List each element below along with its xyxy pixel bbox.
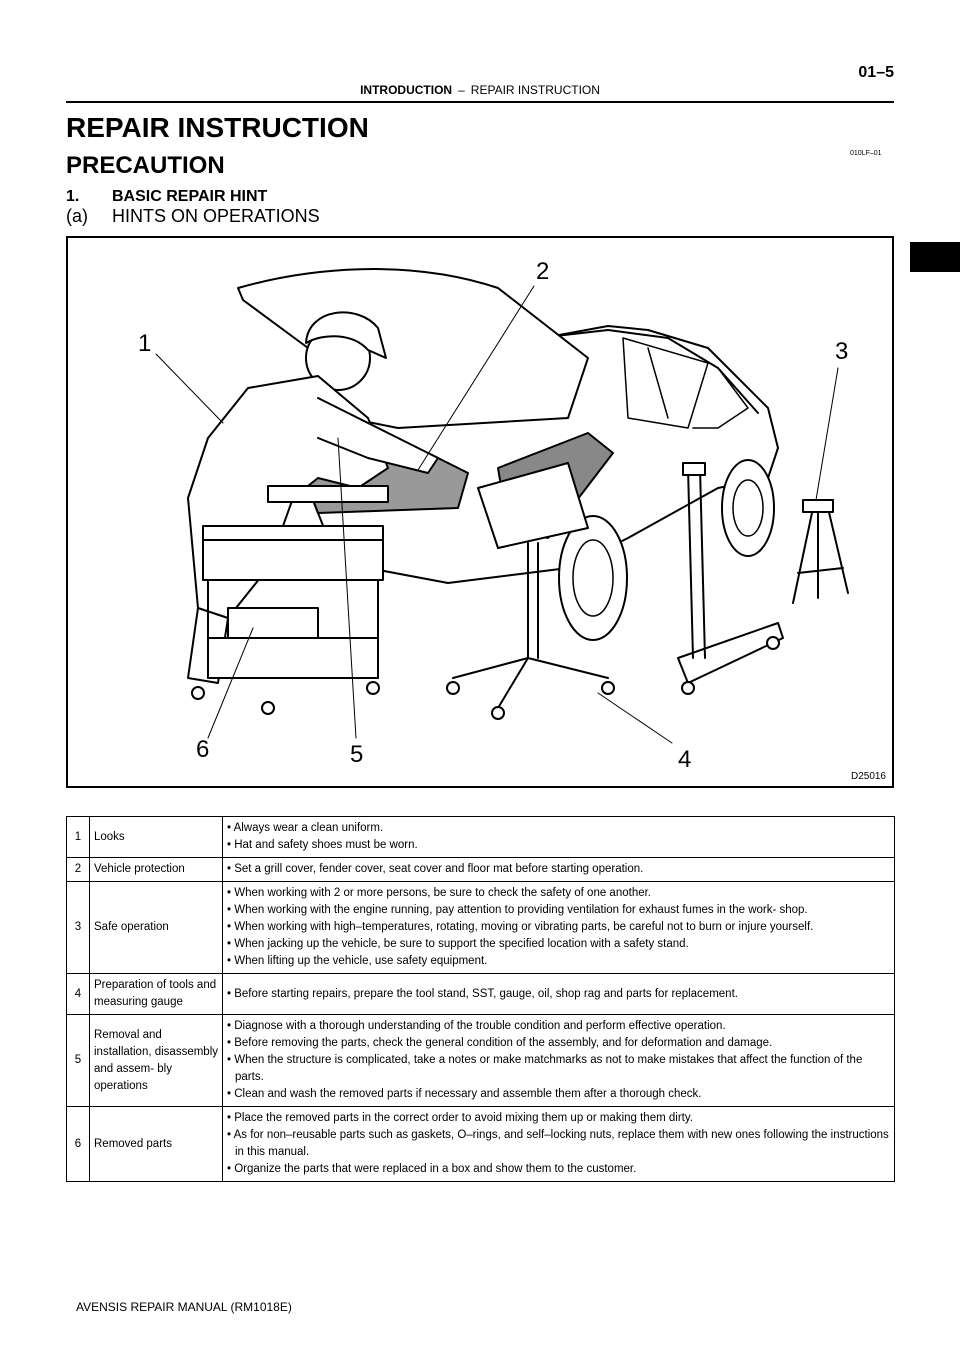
table-row — [67, 1107, 895, 1182]
subsection-number: (a) — [66, 206, 88, 226]
bullet-item: • Always wear a clean uniform. — [227, 822, 384, 834]
bullet-item: • When jacking up the vehicle, be sure to support the specified location with a safety stand. — [227, 938, 689, 950]
section-number: 1. — [66, 188, 80, 205]
page-subtitle: PRECAUTION — [66, 152, 225, 179]
row-number: 3 — [67, 882, 90, 974]
callout-4: 4 — [678, 746, 692, 773]
bullet-item: • Before starting repairs, prepare the tool stand, SST, gauge, oil, shop rag and parts for replacement. — [227, 987, 738, 1000]
bullet-item: • Organize the parts that were replaced in a box and show them to the customer. — [227, 1163, 637, 1175]
callout-2: 2 — [536, 258, 550, 285]
row-description — [223, 1107, 895, 1182]
bullet-item: • Before removing the parts, check the general condition of the assembly, and for deformation and damage. — [227, 1037, 773, 1049]
table-row — [67, 1015, 895, 1107]
bullet-item: • As for non–reusable parts such as gaskets, O–rings, and self–locking nuts, replace them with new ones following the instructions in this manual. — [227, 1129, 889, 1158]
illustration-figure — [66, 236, 894, 788]
section-title: BASIC REPAIR HINT — [112, 188, 268, 205]
bullet-item: • Place the removed parts in the correct order to avoid mixing them up or making them dirty. — [227, 1112, 693, 1124]
hints-table — [66, 816, 895, 1182]
leader-line-3 — [816, 368, 838, 500]
tool-stand-base — [453, 658, 608, 708]
row-description — [223, 858, 895, 882]
header-title: REPAIR INSTRUCTION — [470, 83, 600, 97]
tool-cart-top — [203, 526, 383, 540]
tool-cart-drawer — [203, 540, 383, 580]
bullet-item: • When working with high–temperatures, rotating, moving or vibrating parts, be careful not to burn or injure yourself. — [227, 921, 814, 933]
row-label: Preparation of tools and measuring gauge — [90, 974, 223, 1015]
leader-line-1 — [156, 354, 223, 423]
header-rule — [66, 101, 894, 103]
bullet-item: • Clean and wash the removed parts if necessary and assemble them after a thorough check. — [227, 1088, 702, 1100]
row-number: 6 — [67, 1107, 90, 1182]
row-description — [223, 882, 895, 974]
callout-6: 6 — [196, 736, 210, 763]
front-wheel — [559, 516, 627, 640]
hints-table-body — [67, 817, 895, 1182]
row-label: Vehicle protection — [90, 858, 223, 882]
row-label: Safe operation — [90, 882, 223, 974]
row-description — [223, 974, 895, 1015]
chapter-tab — [910, 242, 960, 272]
table-row — [67, 974, 895, 1015]
callout-3: 3 — [835, 338, 849, 365]
subsection-title: HINTS ON OPERATIONS — [112, 206, 320, 226]
header-section: INTRODUCTION — [360, 83, 453, 97]
workshop-illustration — [68, 238, 892, 786]
bullet-item: • Hat and safety shoes must be worn. — [227, 839, 418, 851]
safety-stand — [793, 508, 848, 603]
rear-wheel — [722, 460, 774, 556]
row-number: 4 — [67, 974, 90, 1015]
bullet-item: • Set a grill cover, fender cover, seat cover and floor mat before starting operation. — [227, 863, 644, 875]
row-description — [223, 817, 895, 858]
table-row — [67, 858, 895, 882]
row-number: 5 — [67, 1015, 90, 1107]
section-heading — [66, 188, 267, 206]
row-label: Removed parts — [90, 1107, 223, 1182]
row-number: 2 — [67, 858, 90, 882]
header-separator: – — [458, 83, 465, 97]
row-label: Removal and installation, disassembly and assem- bly operations — [90, 1015, 223, 1107]
document-id: 010LF–01 — [850, 150, 882, 157]
parts-tray — [228, 608, 318, 638]
row-label: Looks — [90, 817, 223, 858]
parts-tray-top — [268, 486, 388, 502]
subsection-heading — [66, 206, 320, 227]
table-row — [67, 817, 895, 858]
callout-5: 5 — [350, 741, 364, 768]
bullet-item: • When working with the engine running, pay attention to providing ventilation for exhaust fumes in the work- shop. — [227, 904, 808, 916]
figure-id: D25016 — [850, 771, 886, 782]
page-number: 01–5 — [858, 64, 894, 81]
leader-line-4 — [598, 693, 672, 743]
table-row — [67, 882, 895, 974]
bullet-item: • When working with 2 or more persons, be sure to check the safety of one another. — [227, 887, 652, 899]
page-title: REPAIR INSTRUCTION — [66, 112, 369, 143]
callout-1: 1 — [138, 330, 152, 357]
bullet-item: • When lifting up the vehicle, use safety equipment. — [227, 955, 488, 967]
row-description — [223, 1015, 895, 1107]
running-header — [66, 83, 894, 97]
bullet-item: • When the structure is complicated, take a notes or make matchmarks as not to make mistakes that affect the function of the parts. — [227, 1054, 863, 1083]
row-number: 1 — [67, 817, 90, 858]
footer-text: AVENSIS REPAIR MANUAL (RM1018E) — [76, 1300, 292, 1314]
bullet-item: • Diagnose with a thorough understanding of the trouble condition and perform effective operation. — [227, 1020, 726, 1032]
